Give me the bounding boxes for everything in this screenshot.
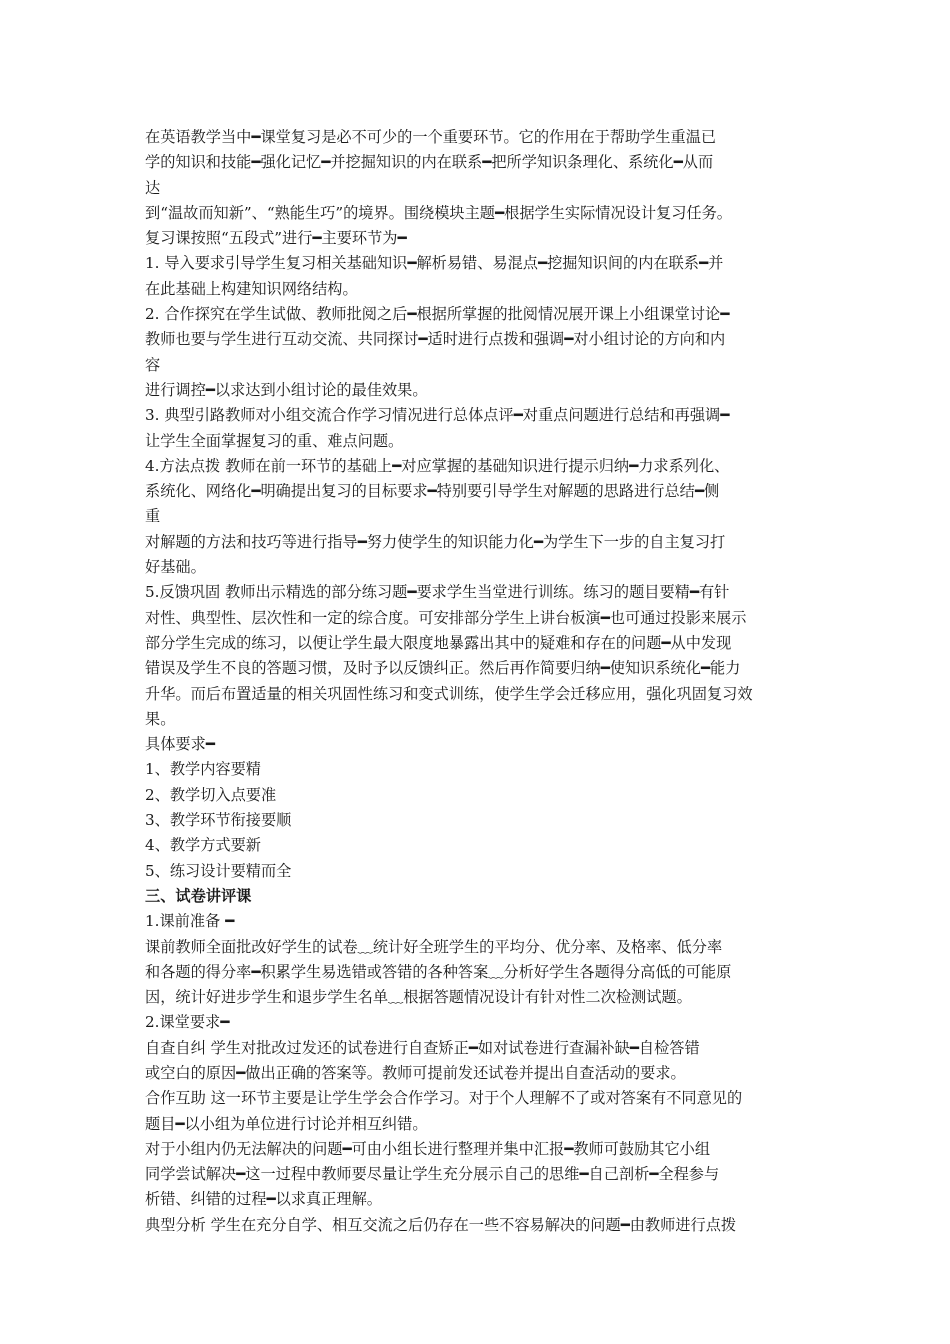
text-line: 析错、纠错的过程━以求真正理解。 <box>145 1190 382 1209</box>
text-line: 典型分析 学生在充分自学、相互交流之后仍存在一些不容易解决的问题━由教师进行点拨 <box>145 1215 737 1234</box>
text-line: 4、教学方式要新 <box>145 836 261 855</box>
text-line: 果。 <box>145 709 176 728</box>
text-line: 2. 合作探究在学生试做、教师批阅之后━根据所掌握的批阅情况展开课上小组课堂讨论━ <box>145 305 730 324</box>
text-line: 1、教学内容要精 <box>145 760 261 779</box>
text-line: 1.课前准备 ━ <box>145 912 235 931</box>
text-line: 进行调控━以求达到小组讨论的最佳效果。 <box>145 380 428 399</box>
text-line: 部分学生完成的练习，以便让学生最大限度地暴露出其中的疑难和存在的问题━从中发现 <box>145 633 732 652</box>
text-line: 错误及学生不良的答题习惯，及时予以反馈纠正。然后再作简要归纳━使知识系统化━能力 <box>145 659 741 678</box>
text-line: 重 <box>145 507 161 526</box>
text-line: 3. 典型引路教师对小组交流合作学习情况进行总体点评━对重点问题进行总结和再强调━ <box>145 406 730 425</box>
text-line: 教师也要与学生进行互动交流、共同探讨━适时进行点拨和强调━对小组讨论的方向和内 <box>145 330 726 349</box>
text-line: 5、练习设计要精而全 <box>145 861 292 880</box>
text-line: 对于小组内仍无法解决的问题━可由小组长进行整理并集中汇报━教师可鼓励其它小组 <box>145 1139 711 1158</box>
text-line: 到“温故而知新”、“熟能生巧”的境界。围绕模块主题━根据学生实际情况设计复习任务。 <box>145 203 732 222</box>
text-line: 具体要求━ <box>145 735 215 754</box>
document-page <box>145 125 825 1238</box>
text-line: 达 <box>145 178 161 197</box>
text-line: 自查自纠 学生对批改过发还的试卷进行自查矫正━如对试卷进行查漏补缺━自检答错 <box>145 1038 700 1057</box>
text-line: 好基础。 <box>145 558 206 577</box>
text-line: 5.反馈巩固 教师出示精选的部分练习题━要求学生当堂进行训练。练习的题目要精━有针 <box>145 583 730 602</box>
text-line: 题目━以小组为单位进行讨论并相互纠错。 <box>145 1114 428 1133</box>
text-line: 在英语教学当中━课堂复习是必不可少的一个重要环节。它的作用在于帮助学生重温已 <box>145 128 717 146</box>
text-line: 同学尝试解决━这一过程中教师要尽量让学生充分展示自己的思维━自己剖析━全程参与 <box>145 1165 720 1184</box>
text-line: 3、教学环节衔接要顺 <box>145 811 292 830</box>
text-line: 或空白的原因━做出正确的答案等。教师可提前发还试卷并提出自查活动的要求。 <box>145 1063 686 1082</box>
text-line: 合作互助 这一环节主要是让学生学会合作学习。对于个人理解不了或对答案有不同意见的 <box>145 1089 743 1108</box>
text-line: 容 <box>145 355 161 374</box>
text-line: 在此基础上构建知识网络结构。 <box>145 279 358 298</box>
text-line: 因，统计好进步学生和退步学生名单﹏根据答题情况设计有针对性二次检测试题。 <box>145 988 692 1007</box>
text-line: 2.课堂要求━ <box>145 1013 230 1032</box>
text-line: 对解题的方法和技巧等进行指导━努力使学生的知识能力化━为学生下一步的自主复习打 <box>145 532 726 551</box>
text-line: 2、教学切入点要准 <box>145 785 277 804</box>
text-line: 升华。而后布置适量的相关巩固性练习和变式训练，使学生学会迁移应用，强化巩固复习效 <box>145 684 753 703</box>
text-line: 课前教师全面批改好学生的试卷﹏统计好全班学生的平均分、优分率、及格率、低分率 <box>145 937 723 956</box>
text-line: 让学生全面掌握复习的重、难点问题。 <box>145 431 404 450</box>
text-line: 复习课按照“五段式”进行━主要环节为━ <box>145 229 407 248</box>
text-line: 1. 导入要求引导学生复习相关基础知识━解析易错、易混点━挖掘知识间的内在联系━并 <box>145 254 724 273</box>
section-heading: 三、试卷讲评课 <box>145 886 252 905</box>
text-line: 和各题的得分率━积累学生易选错或答错的各种答案﹏分析好学生各题得分高低的可能原 <box>145 962 732 981</box>
text-line: 系统化、网络化━明确提出复习的目标要求━特别要引导学生对解题的思路进行总结━侧 <box>145 482 720 501</box>
text-line: 学的知识和技能━强化记忆━并挖掘知识的内在联系━把所学知识条理化、系统化━从而 <box>145 153 714 172</box>
text-line: 4.方法点拨 教师在前一环节的基础上━对应掌握的基础知识进行提示归纳━力求系列化、 <box>145 456 730 475</box>
text-line: 对性、典型性、层次性和一定的综合度。可安排部分学生上讲台板演━也可通过投影来展示 <box>145 608 747 627</box>
